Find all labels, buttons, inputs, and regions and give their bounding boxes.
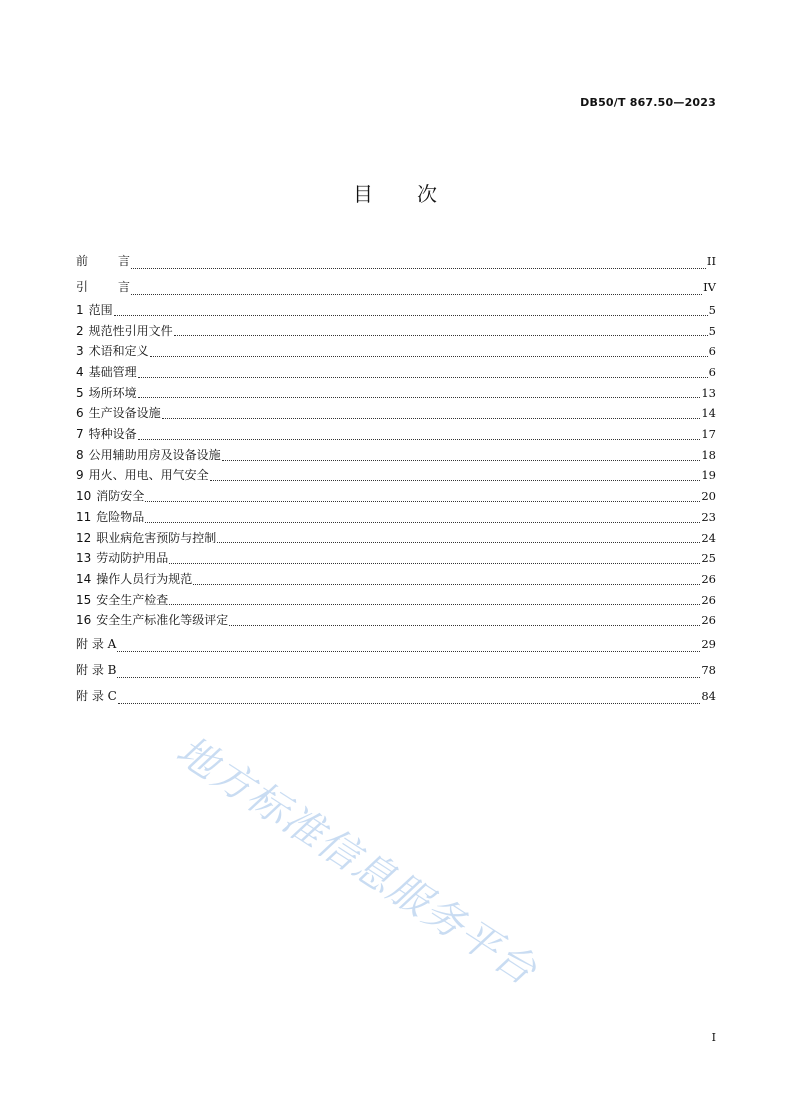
- toc-leader-dots: [229, 625, 700, 626]
- toc-leader-dots: [193, 584, 700, 585]
- toc-entry[interactable]: [76, 445, 716, 466]
- toc-leader-dots: [222, 460, 701, 461]
- toc-list: [76, 248, 716, 709]
- toc-entry-text: 引: [76, 280, 119, 294]
- toc-entry-text: 劳动防护用品: [96, 551, 169, 566]
- toc-entry[interactable]: [76, 631, 716, 657]
- toc-entry[interactable]: [76, 321, 716, 342]
- toc-entry-label: [76, 445, 221, 466]
- toc-entry-number: 16: [76, 613, 92, 628]
- toc-entry[interactable]: [76, 590, 716, 611]
- toc-entry-text: 附 录 C: [76, 689, 117, 703]
- toc-entry-text: 安全生产标准化等级评定: [96, 613, 229, 628]
- toc-leader-dots: [117, 677, 700, 678]
- toc-entry[interactable]: [76, 300, 716, 321]
- toc-entry-number: 4: [76, 365, 84, 380]
- toc-entry-page: 78: [701, 663, 716, 677]
- toc-entry-text: 附 录 B: [76, 663, 117, 677]
- toc-leader-dots: [145, 522, 700, 523]
- toc-entry-label: [76, 548, 168, 569]
- toc-leader-dots: [131, 268, 706, 269]
- toc-entry[interactable]: [76, 362, 716, 383]
- toc-entry-number: 11: [76, 509, 92, 524]
- toc-entry-label: [76, 528, 216, 549]
- toc-entry[interactable]: [76, 657, 716, 683]
- toc-entry-number: 14: [76, 571, 92, 586]
- toc-entry[interactable]: [76, 341, 716, 362]
- toc-entry-text: 范围: [88, 302, 113, 317]
- toc-entry-label: [76, 300, 113, 321]
- toc-entry[interactable]: [76, 569, 716, 590]
- toc-leader-dots: [118, 703, 701, 704]
- toc-entry[interactable]: [76, 424, 716, 445]
- toc-entry-page: 19: [701, 468, 716, 483]
- toc-entry-page: 5: [708, 323, 716, 338]
- toc-entry-text: 特种设备: [88, 427, 137, 442]
- toc-entry[interactable]: [76, 548, 716, 569]
- toc-entry-label: [76, 590, 168, 611]
- toc-entry-text: 消防安全: [96, 489, 145, 504]
- toc-entry-page: IV: [703, 280, 716, 294]
- toc-title-part-2: 次: [417, 182, 439, 206]
- toc-entry-page: 23: [701, 509, 716, 524]
- toc-entry[interactable]: [76, 610, 716, 631]
- toc-entry[interactable]: [76, 466, 716, 487]
- toc-entry-page: II: [706, 254, 716, 268]
- toc-entry-text: 言: [118, 280, 131, 294]
- toc-entry-number: 9: [76, 468, 84, 483]
- toc-entry-label: [76, 465, 209, 486]
- toc-entry-number: 8: [76, 447, 84, 462]
- toc-entry-page: 25: [701, 551, 716, 566]
- toc-entry-number: 12: [76, 530, 92, 545]
- toc-leader-dots: [145, 501, 700, 502]
- toc-entry-text: 前: [76, 254, 119, 268]
- watermark: 地方标准信息服务平台: [168, 727, 546, 995]
- toc-entry-text: 操作人员行为规范: [96, 571, 193, 586]
- toc-entry-page: 29: [701, 637, 716, 651]
- toc-entry-text: 规范性引用文件: [88, 323, 173, 338]
- toc-entry-page: 14: [701, 406, 716, 421]
- toc-entry[interactable]: [76, 507, 716, 528]
- toc-leader-dots: [169, 563, 700, 564]
- toc-entry-label: [76, 362, 137, 383]
- toc-entry-label: [76, 683, 117, 709]
- toc-title-part-1: 目: [353, 182, 375, 206]
- toc-entry-label: [76, 486, 144, 507]
- toc-entry-page: 18: [701, 447, 716, 462]
- toc-entry-text: 危险物品: [96, 509, 145, 524]
- toc-entry-label: [76, 341, 149, 362]
- toc-entry-text: 基础管理: [88, 365, 137, 380]
- toc-entry-text: 附 录 A: [76, 637, 117, 651]
- toc-leader-dots: [217, 542, 700, 543]
- toc-entry-text: 公用辅助用房及设备设施: [88, 447, 221, 462]
- toc-entry-page: 6: [708, 344, 716, 359]
- toc-entry-text: 术语和定义: [88, 344, 149, 359]
- toc-entry[interactable]: [76, 248, 716, 274]
- toc-entry-text: 职业病危害预防与控制: [96, 530, 217, 545]
- toc-leader-dots: [169, 604, 700, 605]
- toc-entry-page: 5: [708, 302, 716, 317]
- toc-entry-label: [76, 248, 130, 274]
- toc-entry-number: 3: [76, 344, 84, 359]
- toc-entry-label: [76, 274, 130, 300]
- toc-entry-text: 用火、用电、用气安全: [88, 468, 209, 483]
- toc-entry[interactable]: [76, 486, 716, 507]
- toc-leader-dots: [138, 377, 708, 378]
- document-code: DB50/T 867.50—2023: [580, 96, 716, 109]
- toc-entry-page: 24: [701, 530, 716, 545]
- toc-leader-dots: [150, 356, 708, 357]
- toc-entry-label: [76, 383, 137, 404]
- toc-leader-dots: [162, 418, 701, 419]
- toc-entry-text: 言: [118, 254, 131, 268]
- toc-leader-dots: [210, 480, 701, 481]
- toc-entry-number: 13: [76, 551, 92, 566]
- toc-entry-label: [76, 610, 228, 631]
- toc-leader-dots: [117, 651, 700, 652]
- toc-entry-page: 17: [701, 427, 716, 442]
- toc-entry[interactable]: [76, 403, 716, 424]
- toc-entry[interactable]: [76, 683, 716, 709]
- toc-entry-number: 15: [76, 592, 92, 607]
- toc-leader-dots: [131, 294, 702, 295]
- toc-entry-text: 生产设备设施: [88, 406, 161, 421]
- toc-leader-dots: [174, 335, 708, 336]
- toc-leader-dots: [138, 397, 701, 398]
- toc-entry-number: 7: [76, 427, 84, 442]
- toc-entry-number: 1: [76, 302, 84, 317]
- toc-entry-page: 26: [701, 571, 716, 586]
- toc-title: [0, 178, 792, 207]
- toc-leader-dots: [138, 439, 701, 440]
- toc-entry-text: 场所环境: [88, 385, 137, 400]
- toc-entry-label: [76, 424, 137, 445]
- toc-entry-text: 安全生产检查: [96, 592, 169, 607]
- toc-entry[interactable]: [76, 528, 716, 549]
- toc-entry-page: 13: [701, 385, 716, 400]
- toc-entry-label: [76, 507, 144, 528]
- toc-leader-dots: [114, 315, 708, 316]
- toc-entry-label: [76, 657, 116, 683]
- toc-entry-page: 6: [708, 365, 716, 380]
- toc-entry-label: [76, 403, 161, 424]
- toc-entry-label: [76, 569, 192, 590]
- toc-entry-number: 5: [76, 385, 84, 400]
- toc-entry-page: 20: [701, 489, 716, 504]
- toc-entry-page: 26: [701, 613, 716, 628]
- toc-entry-number: 10: [76, 489, 92, 504]
- toc-entry[interactable]: [76, 383, 716, 404]
- toc-entry-number: 6: [76, 406, 84, 421]
- toc-entry-label: [76, 321, 173, 342]
- toc-entry-label: [76, 631, 116, 657]
- toc-entry[interactable]: [76, 274, 716, 300]
- toc-entry-page: 84: [701, 689, 716, 703]
- toc-entry-page: 26: [701, 592, 716, 607]
- page-number: I: [711, 1031, 716, 1044]
- toc-entry-number: 2: [76, 323, 84, 338]
